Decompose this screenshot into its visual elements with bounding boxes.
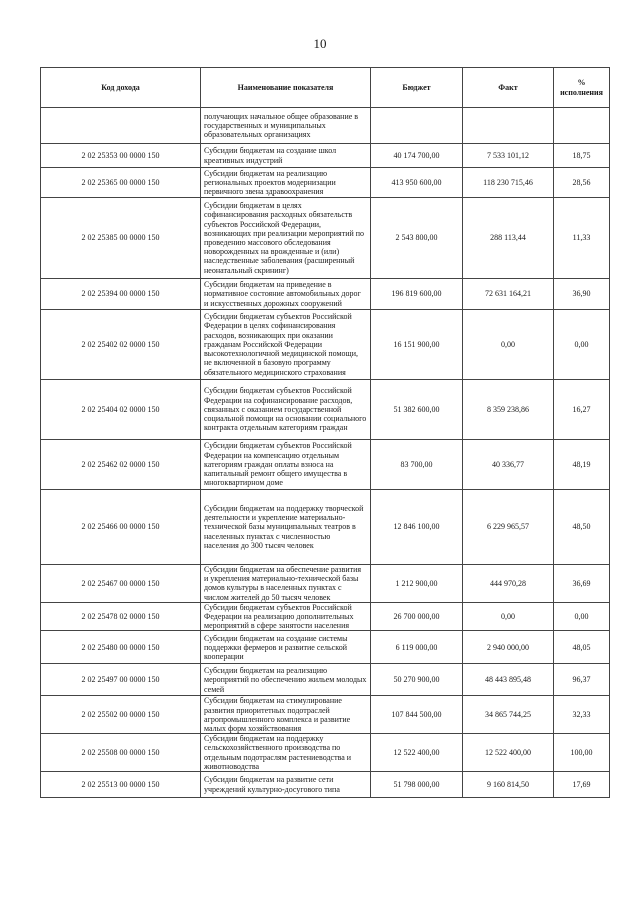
income-code-cell: 2 02 25508 00 0000 150 (41, 734, 201, 772)
income-code-cell: 2 02 25513 00 0000 150 (41, 772, 201, 798)
header-name: Наименование показателя (201, 68, 371, 108)
budget-cell: 83 700,00 (371, 440, 463, 490)
fact-cell: 12 522 400,00 (463, 734, 554, 772)
table-body (41, 108, 610, 798)
fact-cell: 444 970,28 (463, 565, 554, 603)
fact-cell: 9 160 814,50 (463, 772, 554, 798)
table-row (41, 279, 610, 310)
budget-cell: 12 846 100,00 (371, 490, 463, 565)
indicator-name-cell: Субсидии бюджетам на реализацию мероприятий по обеспечению жильем молодых семей (201, 664, 371, 696)
percent-cell: 36,69 (554, 565, 610, 603)
percent-cell: 96,37 (554, 664, 610, 696)
percent-cell: 32,33 (554, 696, 610, 734)
table-row (41, 198, 610, 279)
budget-cell: 40 174 700,00 (371, 144, 463, 168)
budget-cell: 413 950 600,00 (371, 168, 463, 198)
fact-cell: 7 533 101,12 (463, 144, 554, 168)
table-row (41, 310, 610, 380)
percent-cell: 17,69 (554, 772, 610, 798)
percent-cell: 100,00 (554, 734, 610, 772)
budget-cell: 6 119 000,00 (371, 631, 463, 664)
income-code-cell: 2 02 25467 00 0000 150 (41, 565, 201, 603)
fact-cell: 2 940 000,00 (463, 631, 554, 664)
header-budget: Бюджет (371, 68, 463, 108)
indicator-name-cell: Субсидии бюджетам субъектов Российской Федерации на софинансирование расходов, связанных с оказанием государственной социальной помощи на основании социального контракта отдельным категориям граждан (201, 380, 371, 440)
fact-cell (463, 108, 554, 144)
fact-cell: 0,00 (463, 602, 554, 631)
percent-cell: 0,00 (554, 602, 610, 631)
page-number: 10 (313, 36, 327, 51)
table-row (41, 144, 610, 168)
fact-cell: 288 113,44 (463, 198, 554, 279)
income-code-cell: 2 02 25497 00 0000 150 (41, 664, 201, 696)
header-code: Код дохода (41, 68, 201, 108)
table-row (41, 631, 610, 664)
percent-cell: 0,00 (554, 310, 610, 380)
percent-cell: 36,90 (554, 279, 610, 310)
percent-cell: 48,05 (554, 631, 610, 664)
income-code-cell: 2 02 25466 00 0000 150 (41, 490, 201, 565)
percent-cell: 48,19 (554, 440, 610, 490)
indicator-name-cell: Субсидии бюджетам на обеспечение развития и укрепления материально-технической базы домов культуры в населенных пунктах с числом жителей до 50 тысяч человек (201, 565, 371, 603)
table-row (41, 490, 610, 565)
table-row (41, 734, 610, 772)
header-fact: Факт (463, 68, 554, 108)
percent-cell (554, 108, 610, 144)
fact-cell: 48 443 895,48 (463, 664, 554, 696)
budget-cell: 50 270 900,00 (371, 664, 463, 696)
table-row (41, 602, 610, 631)
budget-cell: 196 819 600,00 (371, 279, 463, 310)
indicator-name-cell: Субсидии бюджетам субъектов Российской Федерации в целях софинансирования расходов, возникающих при оказании гражданам Российской Федерации высокотехнологичной медицинской помощи, не включенной в базовую программу обязательного медицинского страхования (201, 310, 371, 380)
income-code-cell: 2 02 25480 00 0000 150 (41, 631, 201, 664)
income-code-cell (41, 108, 201, 144)
income-code-cell: 2 02 25353 00 0000 150 (41, 144, 201, 168)
table-row (41, 565, 610, 603)
income-code-cell: 2 02 25394 00 0000 150 (41, 279, 201, 310)
table-row (41, 108, 610, 144)
percent-cell: 11,33 (554, 198, 610, 279)
indicator-name-cell: Субсидии бюджетам на стимулирование развития приоритетных подотраслей агропромышленного комплекса и развитие малых форм хозяйствования (201, 696, 371, 734)
fact-cell: 72 631 164,21 (463, 279, 554, 310)
budget-cell: 51 382 600,00 (371, 380, 463, 440)
fact-cell: 6 229 965,57 (463, 490, 554, 565)
indicator-name-cell: Субсидии бюджетам на реализацию региональных проектов модернизации первичного звена здравоохранения (201, 168, 371, 198)
header-percent: % исполнения (554, 68, 610, 108)
income-code-cell: 2 02 25385 00 0000 150 (41, 198, 201, 279)
fact-cell: 0,00 (463, 310, 554, 380)
indicator-name-cell: Субсидии бюджетам на создание системы поддержки фермеров и развитие сельской кооперации (201, 631, 371, 664)
indicator-name-cell: получающих начальное общее образование в государственных и муниципальных образовательных организациях (201, 108, 371, 144)
budget-cell: 107 844 500,00 (371, 696, 463, 734)
indicator-name-cell: Субсидии бюджетам субъектов Российской Федерации на реализацию дополнительных мероприятий в сфере занятости населения (201, 602, 371, 631)
table-row (41, 440, 610, 490)
table-header-row (41, 68, 610, 108)
percent-cell: 18,75 (554, 144, 610, 168)
table-row (41, 696, 610, 734)
budget-cell (371, 108, 463, 144)
income-code-cell: 2 02 25365 00 0000 150 (41, 168, 201, 198)
income-code-cell: 2 02 25502 00 0000 150 (41, 696, 201, 734)
income-code-cell: 2 02 25404 02 0000 150 (41, 380, 201, 440)
fact-cell: 8 359 238,86 (463, 380, 554, 440)
indicator-name-cell: Субсидии бюджетам на создание школ креативных индустрий (201, 144, 371, 168)
budget-cell: 12 522 400,00 (371, 734, 463, 772)
indicator-name-cell: Субсидии бюджетам на поддержку сельскохозяйственного производства по отдельным подотраслям растениеводства и животноводства (201, 734, 371, 772)
indicator-name-cell: Субсидии бюджетам на приведение в нормативное состояние автомобильных дорог и искусственных дорожных сооружений (201, 279, 371, 310)
table-row (41, 772, 610, 798)
table-row (41, 664, 610, 696)
indicator-name-cell: Субсидии бюджетам на поддержку творческой деятельности и укрепление материально-технической базы муниципальных театров в населенных пунктах с численностью населения до 300 тысяч человек (201, 490, 371, 565)
fact-cell: 34 865 744,25 (463, 696, 554, 734)
budget-cell: 2 543 800,00 (371, 198, 463, 279)
fact-cell: 40 336,77 (463, 440, 554, 490)
percent-cell: 16,27 (554, 380, 610, 440)
income-code-cell: 2 02 25478 02 0000 150 (41, 602, 201, 631)
percent-cell: 28,56 (554, 168, 610, 198)
income-code-cell: 2 02 25462 02 0000 150 (41, 440, 201, 490)
table-row (41, 168, 610, 198)
budget-cell: 1 212 900,00 (371, 565, 463, 603)
percent-cell: 48,50 (554, 490, 610, 565)
indicator-name-cell: Субсидии бюджетам на развитие сети учреждений культурно-досугового типа (201, 772, 371, 798)
budget-cell: 51 798 000,00 (371, 772, 463, 798)
indicator-name-cell: Субсидии бюджетам в целях софинансирования расходных обязательств субъектов Российской Федерации, возникающих при реализации мероприятий по проведению массового обследования новорожденных на врожденные и (или) наследственные заболевания (расширенный неонатальный скрининг) (201, 198, 371, 279)
revenue-table (40, 67, 610, 798)
budget-cell: 26 700 000,00 (371, 602, 463, 631)
fact-cell: 118 230 715,46 (463, 168, 554, 198)
indicator-name-cell: Субсидии бюджетам субъектов Российской Федерации на компенсацию отдельным категориям граждан оплаты взноса на капитальный ремонт общего имущества в многоквартирном доме (201, 440, 371, 490)
table-row (41, 380, 610, 440)
income-code-cell: 2 02 25402 02 0000 150 (41, 310, 201, 380)
budget-cell: 16 151 900,00 (371, 310, 463, 380)
